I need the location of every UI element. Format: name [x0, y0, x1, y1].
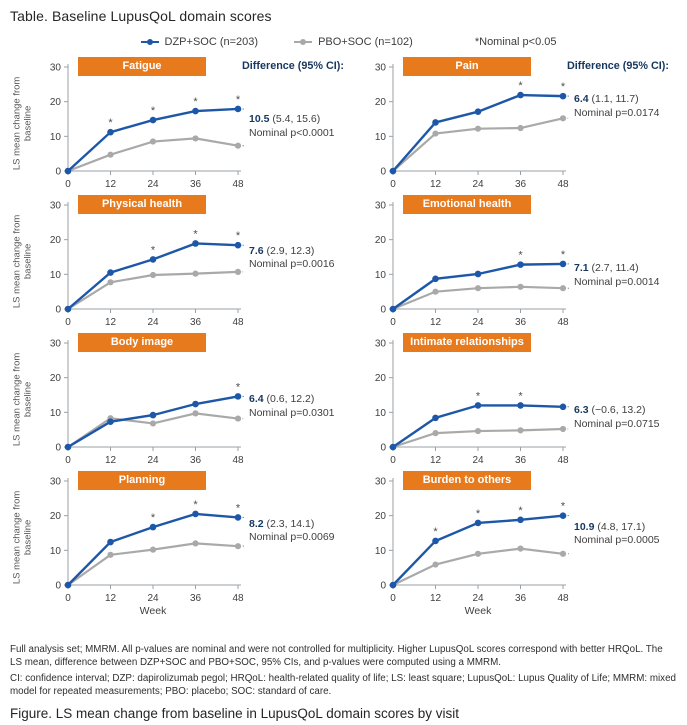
dzp-point — [65, 444, 72, 451]
svg-text:20: 20 — [374, 373, 386, 385]
svg-text:36: 36 — [514, 317, 527, 328]
chart-title-body-image: Body image — [78, 333, 206, 352]
annotation-emotional-health — [569, 195, 687, 333]
svg-text:0: 0 — [65, 593, 71, 604]
chart-title-planning: Planning — [78, 471, 206, 490]
x-axis-label: Week — [464, 605, 492, 617]
dzp-point — [107, 539, 114, 546]
legend — [18, 32, 679, 57]
svg-text:10: 10 — [374, 269, 386, 281]
pbo-point — [517, 125, 523, 131]
pbo-point — [235, 269, 241, 275]
dzp-line — [393, 95, 563, 171]
dzp-point — [560, 93, 567, 100]
plot-area-body-image — [38, 333, 244, 471]
svg-text:30: 30 — [49, 200, 61, 212]
plot-area-intimate-relationships — [363, 333, 569, 471]
chart-cell-body-image — [8, 333, 351, 471]
svg-text:0: 0 — [390, 317, 396, 328]
significance-asterisk: * — [193, 498, 198, 511]
svg-text:24: 24 — [147, 317, 159, 328]
svg-text:36: 36 — [189, 593, 202, 604]
svg-text:12: 12 — [429, 179, 442, 190]
significance-asterisk: * — [235, 381, 241, 394]
legend-item-pbo — [294, 36, 413, 48]
svg-text:30: 30 — [49, 62, 61, 74]
svg-text:36: 36 — [189, 317, 202, 328]
legend-label-pbo: PBO+SOC (n=102) — [318, 36, 413, 48]
pbo-point — [107, 152, 113, 158]
significance-asterisk: * — [518, 504, 523, 517]
pbo-point — [560, 426, 566, 432]
svg-text:0: 0 — [55, 580, 61, 592]
dzp-point — [517, 92, 524, 99]
dzp-point — [150, 524, 157, 531]
svg-text:20: 20 — [374, 511, 386, 523]
chart-cell-pain — [351, 57, 687, 195]
significance-asterisk: * — [475, 507, 481, 520]
svg-text:30: 30 — [49, 338, 61, 350]
svg-text:0: 0 — [380, 304, 386, 316]
difference-value: 8.2 (2.3, 14.1) Nominal p=0.0069 — [249, 517, 335, 544]
figure-caption: Figure. LS mean change from baseline in LupusQoL domain scores by visit — [10, 706, 459, 722]
svg-text:30: 30 — [374, 200, 386, 212]
y-axis-label: LS mean change from baseline — [11, 76, 34, 171]
pbo-point — [432, 289, 438, 295]
pbo-point — [150, 272, 156, 278]
dzp-point — [475, 108, 482, 115]
annotation-physical-health — [244, 195, 351, 333]
dzp-point — [390, 306, 397, 313]
chart-title-fatigue: Fatigue — [78, 57, 206, 76]
significance-asterisk: * — [150, 244, 156, 257]
pbo-point — [560, 551, 566, 557]
svg-text:0: 0 — [390, 455, 396, 466]
dzp-point — [432, 415, 439, 422]
annotation-intimate-relationships — [569, 333, 687, 471]
svg-text:0: 0 — [55, 304, 61, 316]
difference-value: 7.1 (2.7, 11.4) Nominal p=0.0014 — [574, 262, 660, 288]
pbo-point — [560, 285, 566, 291]
dzp-point — [192, 108, 199, 115]
significance-asterisk: * — [235, 230, 241, 243]
dzp-point — [235, 393, 242, 400]
line-chart-fatigue — [38, 57, 244, 191]
svg-text:20: 20 — [49, 97, 61, 109]
charts-grid — [8, 57, 679, 637]
dzp-point — [192, 401, 199, 408]
chart-title-burden-to-others: Burden to others — [403, 471, 531, 490]
significance-asterisk: * — [518, 80, 523, 93]
chart-cell-emotional-health — [351, 195, 687, 333]
significance-asterisk: * — [108, 117, 113, 130]
significance-asterisk: * — [235, 93, 241, 106]
significance-asterisk: * — [193, 228, 198, 241]
legend-nominal-note: *Nominal p<0.05 — [474, 36, 557, 48]
dzp-point — [235, 514, 242, 521]
pbo-line-marker-icon — [294, 38, 312, 46]
svg-text:24: 24 — [472, 317, 484, 328]
chart-cell-planning — [8, 471, 351, 637]
pbo-point — [150, 547, 156, 553]
pbo-point — [432, 561, 438, 567]
svg-text:48: 48 — [557, 317, 569, 328]
pbo-point — [150, 138, 156, 144]
pbo-point — [475, 551, 481, 557]
difference-value: 6.3 (−0.6, 13.2) Nominal p=0.0715 — [574, 403, 660, 430]
pbo-point — [107, 279, 113, 285]
spacer — [351, 195, 363, 333]
dzp-point — [560, 261, 567, 268]
y-axis-label: LS mean change from baseline — [11, 214, 34, 309]
pbo-point — [517, 546, 523, 552]
pbo-point — [475, 428, 481, 434]
svg-text:30: 30 — [374, 476, 386, 488]
svg-text:20: 20 — [374, 97, 386, 109]
annotation-body-image — [244, 333, 351, 471]
svg-text:12: 12 — [104, 179, 117, 190]
difference-header: Difference (95% CI): — [242, 60, 344, 72]
annotation-pain — [569, 57, 687, 195]
svg-text:30: 30 — [374, 62, 386, 74]
svg-text:12: 12 — [429, 455, 442, 466]
significance-asterisk: * — [475, 390, 481, 403]
significance-asterisk: * — [433, 525, 438, 538]
dzp-point — [235, 106, 242, 113]
svg-text:48: 48 — [557, 593, 569, 604]
svg-text:36: 36 — [189, 455, 202, 466]
significance-asterisk: * — [518, 249, 523, 262]
svg-text:0: 0 — [390, 593, 396, 604]
svg-text:10: 10 — [374, 407, 386, 419]
svg-text:0: 0 — [55, 166, 61, 178]
svg-text:10: 10 — [49, 269, 61, 281]
chart-title-emotional-health: Emotional health — [403, 195, 531, 214]
chart-title-pain: Pain — [403, 57, 531, 76]
svg-text:0: 0 — [65, 455, 71, 466]
svg-text:0: 0 — [380, 442, 386, 454]
annotation-fatigue — [244, 57, 351, 195]
dzp-point — [432, 119, 439, 126]
pbo-point — [150, 420, 156, 426]
difference-value: 6.4 (0.6, 12.2) Nominal p=0.0301 — [249, 393, 335, 420]
svg-text:36: 36 — [514, 179, 527, 190]
pbo-point — [517, 284, 523, 290]
chart-cell-burden-to-others — [351, 471, 687, 637]
dzp-point — [107, 269, 114, 276]
significance-asterisk: * — [560, 248, 566, 261]
pbo-point — [475, 285, 481, 291]
difference-value: 10.9 (4.8, 17.1) Nominal p=0.0005 — [574, 520, 660, 547]
pbo-point — [192, 271, 198, 277]
line-chart-intimate-relationships — [363, 333, 569, 467]
dzp-line — [393, 405, 563, 447]
difference-header: Difference (95% CI): — [567, 60, 669, 72]
svg-text:24: 24 — [472, 593, 484, 604]
pbo-point — [235, 543, 241, 549]
chart-title-physical-health: Physical health — [78, 195, 206, 214]
svg-text:20: 20 — [49, 373, 61, 385]
svg-text:36: 36 — [514, 455, 527, 466]
svg-text:0: 0 — [380, 580, 386, 592]
svg-text:24: 24 — [147, 455, 159, 466]
svg-text:12: 12 — [104, 317, 117, 328]
significance-asterisk: * — [235, 502, 241, 515]
svg-text:48: 48 — [557, 455, 569, 466]
svg-text:10: 10 — [374, 545, 386, 557]
svg-text:24: 24 — [472, 179, 484, 190]
footnotes — [8, 637, 679, 698]
plot-area-planning — [38, 471, 244, 637]
svg-text:12: 12 — [429, 593, 442, 604]
svg-text:20: 20 — [49, 511, 61, 523]
footnote-abbreviations: CI: confidence interval; DZP: dapirolizumab pegol; HRQoL: health-related quality of life; LS: least square; LupusQoL: Lupus Quality of Life; MMRM: mixed model for repeated measurements; PBO: placebo; SOC: standard of care. — [10, 673, 676, 698]
svg-text:48: 48 — [232, 317, 244, 328]
dzp-point — [560, 512, 567, 519]
dzp-point — [390, 168, 397, 175]
svg-text:0: 0 — [65, 317, 71, 328]
svg-text:10: 10 — [49, 545, 61, 557]
dzp-point — [475, 520, 482, 527]
dzp-point — [432, 276, 439, 283]
svg-text:48: 48 — [232, 593, 244, 604]
dzp-point — [475, 402, 482, 409]
difference-value: 7.6 (2.9, 12.3) Nominal p=0.0016 — [249, 244, 335, 271]
svg-text:48: 48 — [557, 179, 569, 190]
dzp-point — [150, 256, 157, 263]
difference-value: 10.5 (5.4, 15.6) Nominal p<0.0001 — [249, 113, 335, 139]
pbo-point — [475, 126, 481, 132]
dzp-point — [475, 271, 482, 278]
dzp-point — [150, 412, 157, 419]
dzp-point — [107, 129, 114, 136]
dzp-point — [107, 418, 114, 425]
table-title: Table. Baseline LupusQoL domain scores — [10, 8, 272, 24]
svg-text:36: 36 — [514, 593, 527, 604]
svg-text:24: 24 — [147, 179, 159, 190]
annotation-planning — [244, 471, 351, 637]
dzp-point — [517, 402, 524, 409]
dzp-point — [192, 240, 199, 247]
pbo-point — [560, 115, 566, 121]
footnote-analysis: Full analysis set; MMRM. All p-values are nominal and were not controlled for multiplicity. Higher LupusQoL scores correspond with better HRQoL. The LS mean, difference between DZP+SOC and PBO+SOC, 95% CIs, and p-values were computed using a MMRM. — [10, 644, 663, 669]
line-chart-physical-health — [38, 195, 244, 329]
chart-title-intimate-relationships: Intimate relationships — [403, 333, 531, 352]
svg-text:20: 20 — [49, 235, 61, 247]
dzp-line-marker-icon — [141, 38, 159, 46]
svg-text:20: 20 — [374, 235, 386, 247]
pbo-point — [517, 427, 523, 433]
plot-area-physical-health — [38, 195, 244, 333]
y-axis-label: LS mean change from baseline — [11, 352, 34, 447]
svg-text:0: 0 — [390, 179, 396, 190]
pbo-line — [68, 413, 238, 447]
significance-asterisk: * — [193, 96, 198, 109]
svg-text:10: 10 — [49, 131, 61, 143]
dzp-point — [560, 403, 567, 410]
svg-text:12: 12 — [429, 317, 442, 328]
svg-text:24: 24 — [147, 593, 159, 604]
significance-asterisk: * — [560, 81, 566, 94]
dzp-point — [65, 168, 72, 175]
svg-text:48: 48 — [232, 455, 244, 466]
line-chart-pain — [363, 57, 569, 191]
spacer — [351, 57, 363, 195]
plot-area-emotional-health — [363, 195, 569, 333]
pbo-point — [235, 415, 241, 421]
svg-text:10: 10 — [49, 407, 61, 419]
svg-text:36: 36 — [189, 179, 202, 190]
chart-cell-fatigue — [8, 57, 351, 195]
legend-label-dzp: DZP+SOC (n=203) — [164, 36, 259, 48]
legend-item-dzp — [141, 36, 259, 48]
line-chart-emotional-health — [363, 195, 569, 329]
svg-text:0: 0 — [65, 179, 71, 190]
plot-area-pain — [363, 57, 569, 195]
spacer — [351, 333, 363, 471]
svg-text:30: 30 — [374, 338, 386, 350]
significance-asterisk: * — [518, 390, 523, 403]
svg-text:0: 0 — [55, 442, 61, 454]
significance-asterisk: * — [560, 500, 566, 513]
dzp-point — [432, 538, 439, 545]
dzp-point — [65, 306, 72, 313]
pbo-point — [432, 130, 438, 136]
pbo-point — [192, 540, 198, 546]
dzp-point — [517, 517, 524, 524]
chart-cell-intimate-relationships — [351, 333, 687, 471]
dzp-point — [235, 242, 242, 249]
line-chart-planning — [38, 471, 244, 605]
svg-text:24: 24 — [472, 455, 484, 466]
svg-text:12: 12 — [104, 593, 117, 604]
significance-asterisk: * — [150, 105, 156, 118]
annotation-burden-to-others — [569, 471, 687, 637]
chart-cell-physical-health — [8, 195, 351, 333]
pbo-point — [432, 430, 438, 436]
dzp-point — [65, 582, 72, 589]
svg-text:12: 12 — [104, 455, 117, 466]
dzp-point — [150, 117, 157, 124]
svg-text:0: 0 — [380, 166, 386, 178]
dzp-point — [390, 582, 397, 589]
svg-text:10: 10 — [374, 131, 386, 143]
line-chart-burden-to-others — [363, 471, 569, 605]
spacer — [351, 471, 363, 637]
dzp-point — [390, 444, 397, 451]
line-chart-body-image — [38, 333, 244, 467]
pbo-point — [192, 135, 198, 141]
plot-area-burden-to-others — [363, 471, 569, 637]
pbo-point — [235, 143, 241, 149]
dzp-point — [192, 511, 199, 518]
dzp-point — [517, 261, 524, 268]
y-axis-label: LS mean change from baseline — [11, 490, 34, 585]
plot-area-fatigue — [38, 57, 244, 195]
significance-asterisk: * — [150, 512, 156, 525]
pbo-point — [192, 410, 198, 416]
svg-text:30: 30 — [49, 476, 61, 488]
difference-value: 6.4 (1.1, 11.7) Nominal p=0.0174 — [574, 93, 660, 119]
x-axis-label: Week — [139, 605, 167, 617]
pbo-point — [107, 552, 113, 558]
svg-text:48: 48 — [232, 179, 244, 190]
